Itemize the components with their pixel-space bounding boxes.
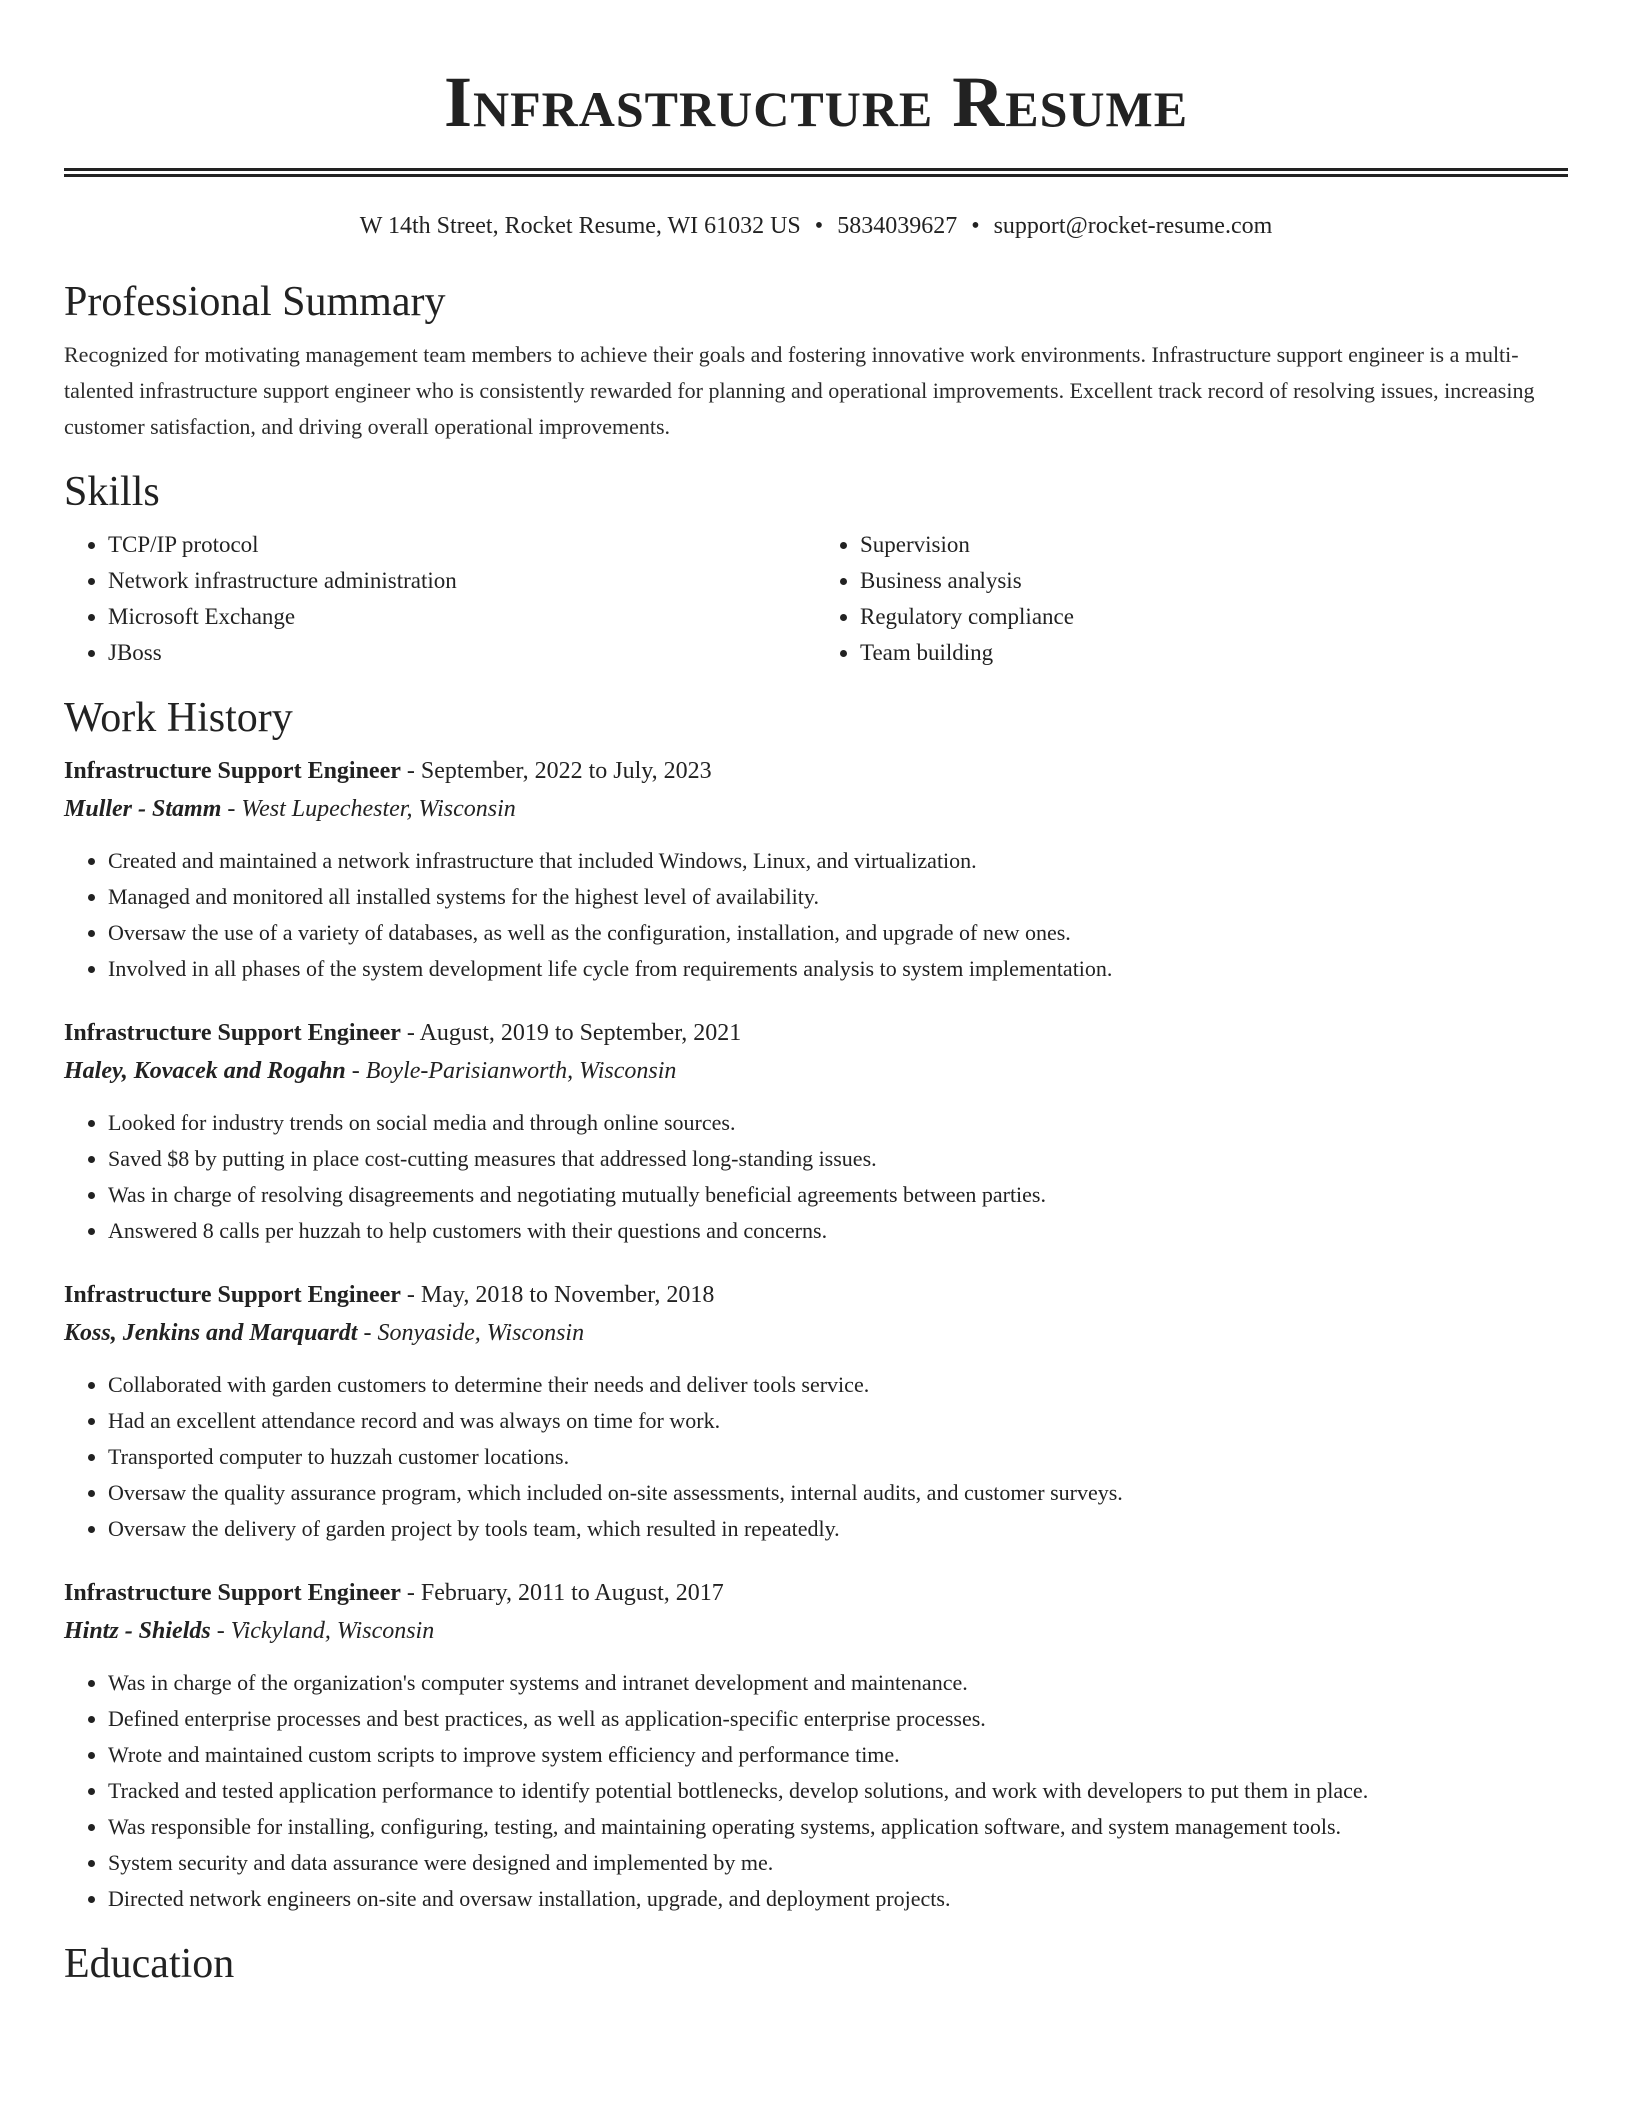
job-bullets	[64, 1665, 1568, 1917]
contact-email[interactable]: support@rocket-resume.com	[993, 213, 1273, 239]
job-location: West Lupechester, Wisconsin	[241, 796, 516, 822]
job-title-line: Infrastructure Support Engineer - May, 2018 to November, 2018	[64, 1282, 715, 1308]
section-heading-work-history: Work History	[64, 695, 293, 741]
job-entry	[64, 1017, 1568, 1249]
skills-column-right	[816, 527, 1568, 671]
job-company-line: Muller - Stamm - West Lupechester, Wisconsin	[64, 796, 516, 822]
section-heading-education: Education	[64, 1941, 235, 1987]
job-bullet: • Was in charge of resolving disagreements and negotiating mutually beneficial agreements between parties.	[108, 1177, 1568, 1213]
job-dates: September, 2022 to July, 2023	[420, 758, 712, 784]
skills-list	[64, 527, 1568, 671]
job-location: Sonyaside, Wisconsin	[377, 1320, 585, 1346]
job-bullet: • Created and maintained a network infrastructure that included Windows, Linux, and virtualization.	[108, 843, 1568, 879]
skill-item: • Microsoft Exchange	[108, 599, 816, 635]
contact-phone[interactable]: 5834039627	[837, 213, 958, 239]
job-bullet: • Wrote and maintained custom scripts to improve system efficiency and performance time.	[108, 1737, 1568, 1773]
job-company: Hintz - Shields	[64, 1618, 211, 1644]
job-company-line: Hintz - Shields - Vickyland, Wisconsin	[64, 1618, 435, 1644]
job-company: Koss, Jenkins and Marquardt	[64, 1320, 358, 1346]
skill-item: • Team building	[860, 635, 1568, 671]
section-heading-skills: Skills	[64, 469, 160, 515]
job-company: Muller - Stamm	[64, 796, 222, 822]
job-title-line: Infrastructure Support Engineer - August, 2019 to September, 2021	[64, 1020, 742, 1046]
job-bullet: • Tracked and tested application performance to identify potential bottlenecks, develop solutions, and work with developers to put them in place.	[108, 1773, 1568, 1809]
skill-item: • Supervision	[860, 527, 1568, 563]
job-title-line: Infrastructure Support Engineer - September, 2022 to July, 2023	[64, 758, 712, 784]
job-bullet: • Involved in all phases of the system development life cycle from requirements analysis to system implementation.	[108, 951, 1568, 987]
job-title-line: Infrastructure Support Engineer - February, 2011 to August, 2017	[64, 1580, 724, 1606]
job-title: Infrastructure Support Engineer	[64, 1020, 401, 1046]
job-entry	[64, 1279, 1568, 1547]
section-heading-summary: Professional Summary	[64, 279, 446, 325]
job-bullets	[64, 843, 1568, 987]
job-company: Haley, Kovacek and Rogahn	[64, 1058, 346, 1084]
title-divider	[64, 168, 1568, 177]
job-bullet: • Transported computer to huzzah customer locations.	[108, 1439, 1568, 1475]
skill-item: • JBoss	[108, 635, 816, 671]
job-entry	[64, 755, 1568, 987]
job-title: Infrastructure Support Engineer	[64, 758, 401, 784]
job-bullet: • Managed and monitored all installed systems for the highest level of availability.	[108, 879, 1568, 915]
job-title: Infrastructure Support Engineer	[64, 1580, 401, 1606]
job-location: Vickyland, Wisconsin	[230, 1618, 435, 1644]
skill-item: • Regulatory compliance	[860, 599, 1568, 635]
job-dates: February, 2011 to August, 2017	[420, 1580, 724, 1606]
job-bullet: • Oversaw the quality assurance program, which included on-site assessments, internal audits, and customer surveys.	[108, 1475, 1568, 1511]
job-bullet: • Oversaw the use of a variety of databases, as well as the configuration, installation, and upgrade of new ones.	[108, 915, 1568, 951]
resume-page	[64, 0, 1568, 1989]
contact-separator: •	[814, 213, 824, 239]
job-bullet: • Directed network engineers on-site and oversaw installation, upgrade, and deployment projects.	[108, 1881, 1568, 1917]
job-bullets	[64, 1105, 1568, 1249]
job-bullet: • Collaborated with garden customers to determine their needs and deliver tools service.	[108, 1367, 1568, 1403]
job-bullet: • Answered 8 calls per huzzah to help customers with their questions and concerns.	[108, 1213, 1568, 1249]
resume-title: Infrastructure Resume	[443, 62, 1189, 142]
skill-item: • TCP/IP protocol	[108, 527, 816, 563]
job-bullet: • Was responsible for installing, configuring, testing, and maintaining operating systems, application software, and system management tools.	[108, 1809, 1568, 1845]
contact-separator: •	[971, 213, 980, 239]
skill-item: • Business analysis	[860, 563, 1568, 599]
job-bullet: • Saved $8 by putting in place cost-cutting measures that addressed long-standing issues.	[108, 1141, 1568, 1177]
contact-line	[64, 211, 1568, 241]
job-company-line: Koss, Jenkins and Marquardt - Sonyaside, Wisconsin	[64, 1320, 585, 1346]
skill-item: • Network infrastructure administration	[108, 563, 816, 599]
job-bullet: • Defined enterprise processes and best practices, as well as application-specific enterprise processes.	[108, 1701, 1568, 1737]
job-location: Boyle-Parisianworth, Wisconsin	[365, 1058, 677, 1084]
job-title: Infrastructure Support Engineer	[64, 1282, 401, 1308]
job-bullets	[64, 1367, 1568, 1547]
job-dates: August, 2019 to September, 2021	[419, 1020, 742, 1046]
job-bullet: • System security and data assurance were designed and implemented by me.	[108, 1845, 1568, 1881]
job-bullet: • Oversaw the delivery of garden project by tools team, which resulted in repeatedly.	[108, 1511, 1568, 1547]
job-bullet: • Was in charge of the organization's computer systems and intranet development and maintenance.	[108, 1665, 1568, 1701]
job-bullet: • Had an excellent attendance record and was always on time for work.	[108, 1403, 1568, 1439]
job-entry	[64, 1577, 1568, 1917]
job-dates: May, 2018 to November, 2018	[420, 1282, 715, 1308]
summary-text: Recognized for motivating management team members to achieve their goals and fostering innovative work environments. Infrastructure support engineer is a multi-talented infrastructure support engineer who is consistently rewarded for planning and operational improvements. Excellent track record of resolving issues, increasing customer satisfaction, and driving overall operational improvements.	[64, 342, 1535, 439]
skills-column-left	[64, 527, 816, 671]
job-bullet: • Looked for industry trends on social media and through online sources.	[108, 1105, 1568, 1141]
job-company-line: Haley, Kovacek and Rogahn - Boyle-Parisianworth, Wisconsin	[64, 1058, 677, 1084]
contact-address: W 14th Street, Rocket Resume, WI 61032 US	[359, 213, 801, 239]
